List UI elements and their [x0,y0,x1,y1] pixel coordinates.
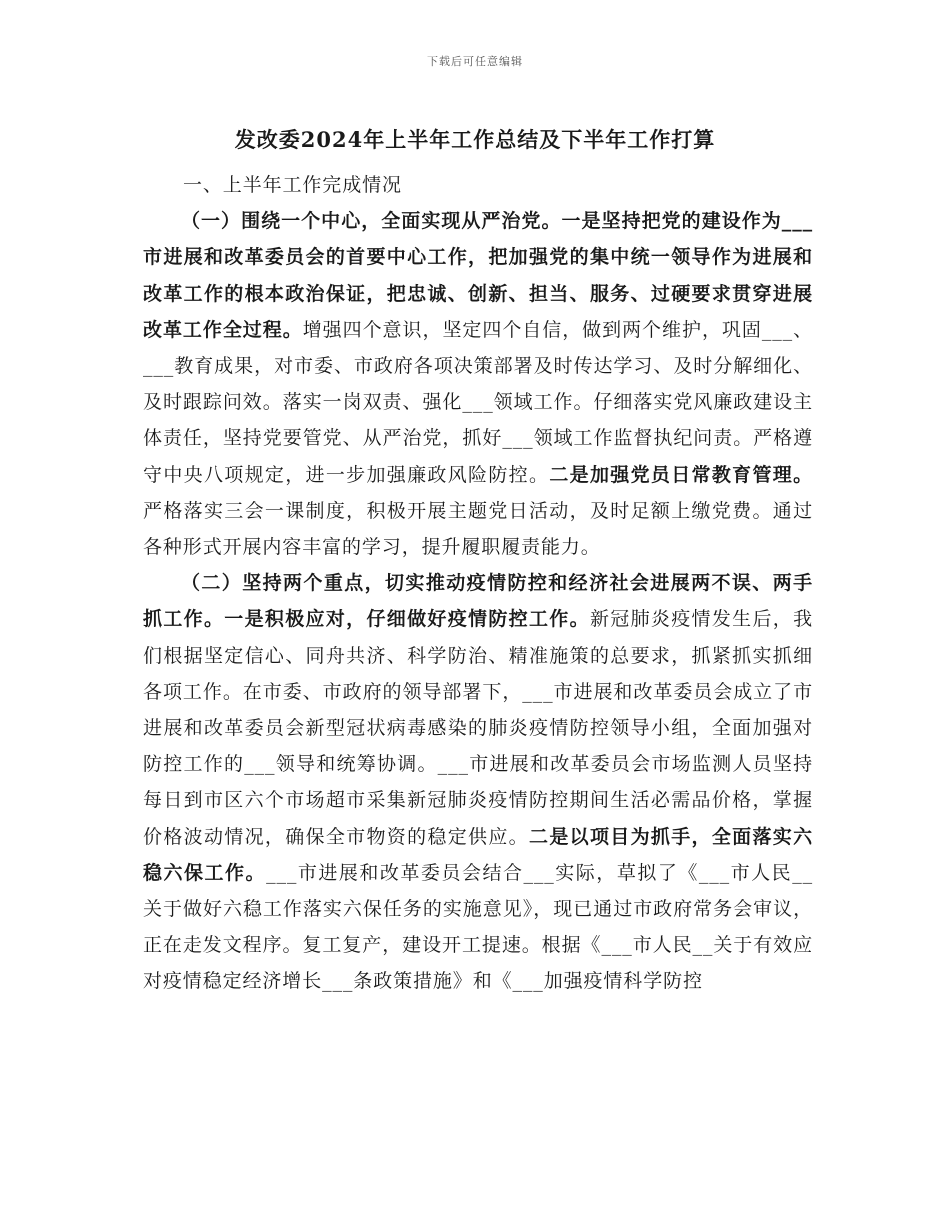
paragraph-1-bold-mid: 二是加强党员日常教育管理。 [549,463,813,486]
paragraph-2 [143,565,813,999]
paragraph-1 [143,203,813,565]
paragraph-2-bold-mid: 二是以项目为抓手，全面落实六稳六保工作。 [143,825,813,884]
paragraph-1-text-1: 增强四个意识，坚定四个自信，做到两个维护，巩固___、___教育成果，对市委、市政府各项决策部署及时传达学习、及时分解细化、及时跟踪问效。落实一岗双责、强化___领域工作。仔细落实党风廉政建设主体责任，坚持党要管党、从严治党，抓好___领域工作监督执纪问责。严格遵守中央八项规定，进一步加强廉政风险防控。 [143,318,813,486]
paragraph-1-bold-lead: （一）围绕一个中心，全面实现从严治党。一是坚持把党的建设作为___市进展和改革委员会的首要中心工作，把加强党的集中统一领导作为进展和改革工作的根本政治保证，把忠诚、创新、担当、服务、过硬要求贯穿进展改革工作全过程。 [143,210,813,341]
header-note: 下载后可任意编辑 [427,55,523,68]
paragraph-2-bold-lead: （二）坚持两个重点，切实推动疫情防控和经济社会进展两不误、两手抓工作。一是积极应对，仔细做好疫情防控工作。 [143,572,813,631]
document-body [143,167,813,1000]
section-heading: 一、上半年工作完成情况 [183,174,402,196]
paragraph-2-text-2: ___市进展和改革委员会结合___实际，草拟了《___市人民__关于做好六稳工作落实六保任务的实施意见》，现已通过市政府常务会审议，正在走发文程序。复工复产，建设开工提速。根据《___市人民__关于有效应对疫情稳定经济增长___条政策措施》和《___加强疫情科学防控 [143,861,813,993]
paragraph-2-text-1: 新冠肺炎疫情发生后，我们根据坚定信心、同舟共济、科学防治、精准施策的总要求，抓紧抓实抓细各项工作。在市委、市政府的领导部署下，___市进展和改革委员会成立了市进展和改革委员会新型冠状病毒感染的肺炎疫情防控领导小组，全面加强对防控工作的___领导和统筹协调。___市进展和改革委员会市场监测人员坚持每日到市区六个市场超市采集新冠肺炎疫情防控期间生活必需品价格，掌握价格波动情况，确保全市物资的稳定供应。 [143,608,813,848]
paragraph-1-text-2: 严格落实三会一课制度，积极开展主题党日活动，及时足额上缴党费。通过各种形式开展内容丰富的学习，提升履职履责能力。 [143,499,813,559]
document-title: 发改委2024年上半年工作总结及下半年工作打算 [234,127,716,152]
